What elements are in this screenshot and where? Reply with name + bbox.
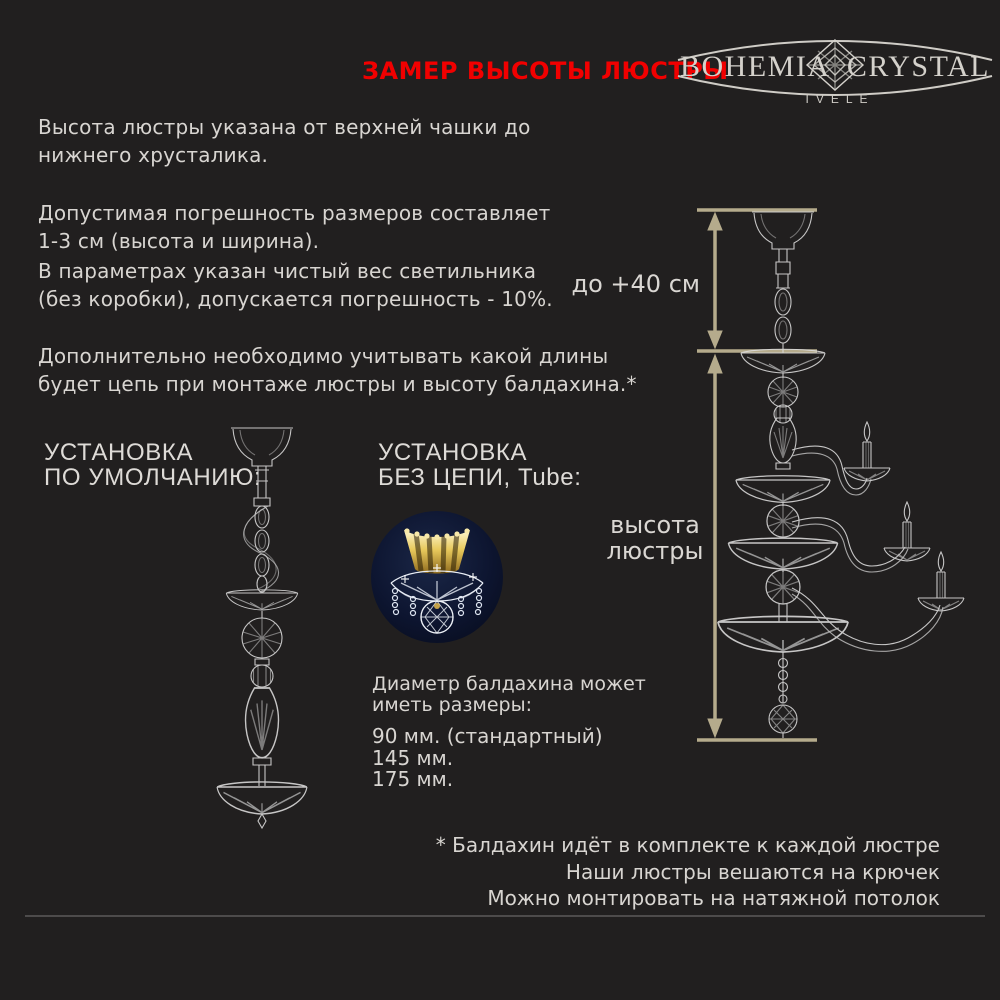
footnote-line: Наши люстры вешаются на крючек [565, 859, 940, 884]
footnote-line: Можно монтировать на натяжной потолок [487, 886, 940, 910]
logo-subtitle: IVELE [805, 92, 875, 106]
paragraph-size-tolerance: Допустимая погрешность размеров составляет 1-3 см (высота и ширина). [38, 201, 551, 253]
tube-mount-photo-art [371, 511, 503, 643]
default-install-chandelier-diagram [185, 415, 340, 835]
canopy-size-option: 175 мм. [372, 767, 454, 791]
crystal-ball-icon [421, 601, 453, 633]
page-title: ЗАМЕР ВЫСОТЫ ЛЮСТРЫ [362, 57, 729, 85]
measurement-lines-icon [697, 210, 817, 740]
canopy-diameter-intro: Диаметр балдахина может иметь размеры: [372, 673, 646, 716]
logo-brand-right: Crystal [846, 50, 990, 83]
canopy-diameter-sizes [372, 726, 603, 791]
canopy-size-option: 90 мм. (стандартный) [372, 724, 603, 748]
brand-logo [672, 22, 998, 108]
chain-allowance-label: до +40 см [571, 270, 700, 298]
paragraph-height-measured: Высота люстры указана от верхней чашки до нижнего хрусталика. [38, 115, 531, 167]
tube-mount-photo [371, 511, 503, 643]
bottom-divider [25, 915, 985, 917]
section-no-chain-install: УСТАНОВКА БЕЗ ЦЕПИ, Tube: [378, 439, 582, 491]
canopy-size-option: 145 мм. [372, 745, 454, 770]
measurement-diagram-icon [640, 195, 1000, 760]
chandelier-icon [718, 212, 964, 738]
section-default-install: УСТАНОВКА ПО УМОЛЧАНИЮ: [44, 439, 262, 491]
paragraph-chain-length: Дополнительно необходимо учитывать какой длины будет цепь при монтаже люстры и высоту балдахина.* [38, 344, 637, 396]
footnotes [436, 832, 940, 912]
chandelier-height-label: высота люстры [606, 511, 704, 565]
brand-logo-icon [672, 22, 998, 108]
height-measurement-diagram [640, 195, 1000, 760]
logo-brand-left: Bohemia [680, 50, 831, 83]
chandelier-stem-icon [185, 415, 340, 835]
footnote-line: * Балдахин идёт в комплекте к каждой люстре [435, 833, 940, 857]
paragraph-net-weight: В параметрах указан чистый вес светильника (без коробки), допускается погрешность - 10%. [38, 259, 553, 311]
